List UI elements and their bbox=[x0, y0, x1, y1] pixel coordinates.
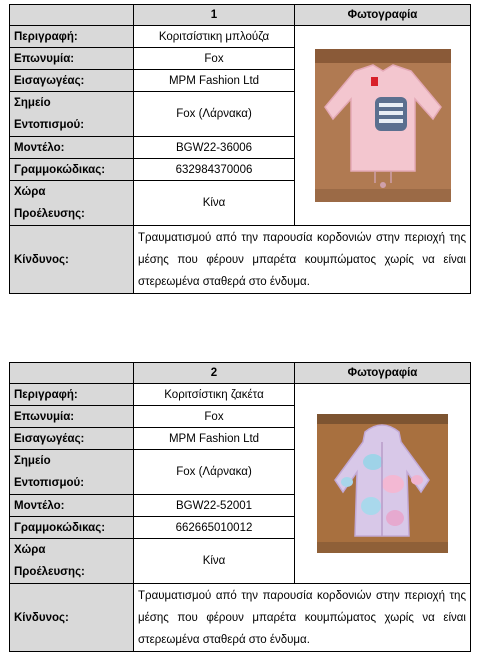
location-label bbox=[10, 92, 134, 137]
model-label: Μοντέλο: bbox=[10, 137, 134, 159]
location-label-line-1: Σημείο bbox=[14, 97, 51, 109]
location-value: Fox (Λάρνακα) bbox=[134, 92, 295, 137]
location-label-line-2: Εντοπισμού: bbox=[14, 477, 85, 489]
model-value: BGW22-36006 bbox=[134, 137, 295, 159]
barcode-label: Γραμμοκώδικας: bbox=[10, 159, 134, 181]
brand-value: Fox bbox=[134, 406, 295, 428]
origin-label-line-2: Προέλευσης: bbox=[14, 208, 85, 220]
origin-value: Κίνα bbox=[134, 181, 295, 226]
location-label bbox=[10, 450, 134, 495]
importer-label: Εισαγωγέας: bbox=[10, 70, 134, 92]
origin-label-line-2: Προέλευσης: bbox=[14, 566, 85, 578]
product-table-1 bbox=[9, 4, 471, 294]
sweater-image-icon bbox=[315, 49, 451, 202]
brand-value: Fox bbox=[134, 48, 295, 70]
pink-girls-sweater-photo bbox=[315, 49, 451, 202]
risk-label: Κίνδυνος: bbox=[10, 584, 134, 652]
item-number: 2 bbox=[134, 363, 295, 384]
location-value: Fox (Λάρνακα) bbox=[134, 450, 295, 495]
photo-header: Φωτογραφία bbox=[295, 363, 471, 384]
origin-label bbox=[10, 539, 134, 584]
description-label: Περιγραφή: bbox=[10, 384, 134, 406]
location-label-line-2: Εντοπισμού: bbox=[14, 119, 85, 131]
risk-value: Τραυματισμού από την παρουσία κορδονιών στην περιοχή της μέσης που φέρουν μπαρέτα κουμπώματος χωρίς να είναι στερεωμένα σταθερά στο ένδυμα. bbox=[134, 584, 471, 652]
origin-label-line-1: Χώρα bbox=[14, 544, 46, 556]
barcode-value: 662665010012 bbox=[134, 517, 295, 539]
brand-label: Επωνυμία: bbox=[10, 48, 134, 70]
description-label: Περιγραφή: bbox=[10, 26, 134, 48]
brand-label: Επωνυμία: bbox=[10, 406, 134, 428]
importer-label: Εισαγωγέας: bbox=[10, 428, 134, 450]
location-label-line-1: Σημείο bbox=[14, 455, 51, 467]
origin-value: Κίνα bbox=[134, 539, 295, 584]
photo-cell bbox=[295, 384, 471, 584]
header-blank bbox=[10, 363, 134, 384]
description-value: Κοριτσίστικη μπλούζα bbox=[134, 26, 295, 48]
cardigan-image-icon bbox=[317, 414, 448, 553]
barcode-label: Γραμμοκώδικας: bbox=[10, 517, 134, 539]
origin-label bbox=[10, 181, 134, 226]
model-value: BGW22-52001 bbox=[134, 495, 295, 517]
importer-value: MPM Fashion Ltd bbox=[134, 70, 295, 92]
description-value: Κοριτσίστικη ζακέτα bbox=[134, 384, 295, 406]
barcode-value: 632984370006 bbox=[134, 159, 295, 181]
product-table-2 bbox=[9, 362, 471, 652]
importer-value: MPM Fashion Ltd bbox=[134, 428, 295, 450]
tie-dye-hooded-cardigan-photo bbox=[317, 414, 448, 553]
risk-label: Κίνδυνος: bbox=[10, 226, 134, 294]
item-number: 1 bbox=[134, 5, 295, 26]
model-label: Μοντέλο: bbox=[10, 495, 134, 517]
risk-value: Τραυματισμού από την παρουσία κορδονιών στην περιοχή της μέσης που φέρουν μπαρέτα κουμπώματος χωρίς να είναι στερεωμένα σταθερά στο ένδυμα. bbox=[134, 226, 471, 294]
header-blank bbox=[10, 5, 134, 26]
photo-header: Φωτογραφία bbox=[295, 5, 471, 26]
origin-label-line-1: Χώρα bbox=[14, 186, 46, 198]
photo-cell bbox=[295, 26, 471, 226]
